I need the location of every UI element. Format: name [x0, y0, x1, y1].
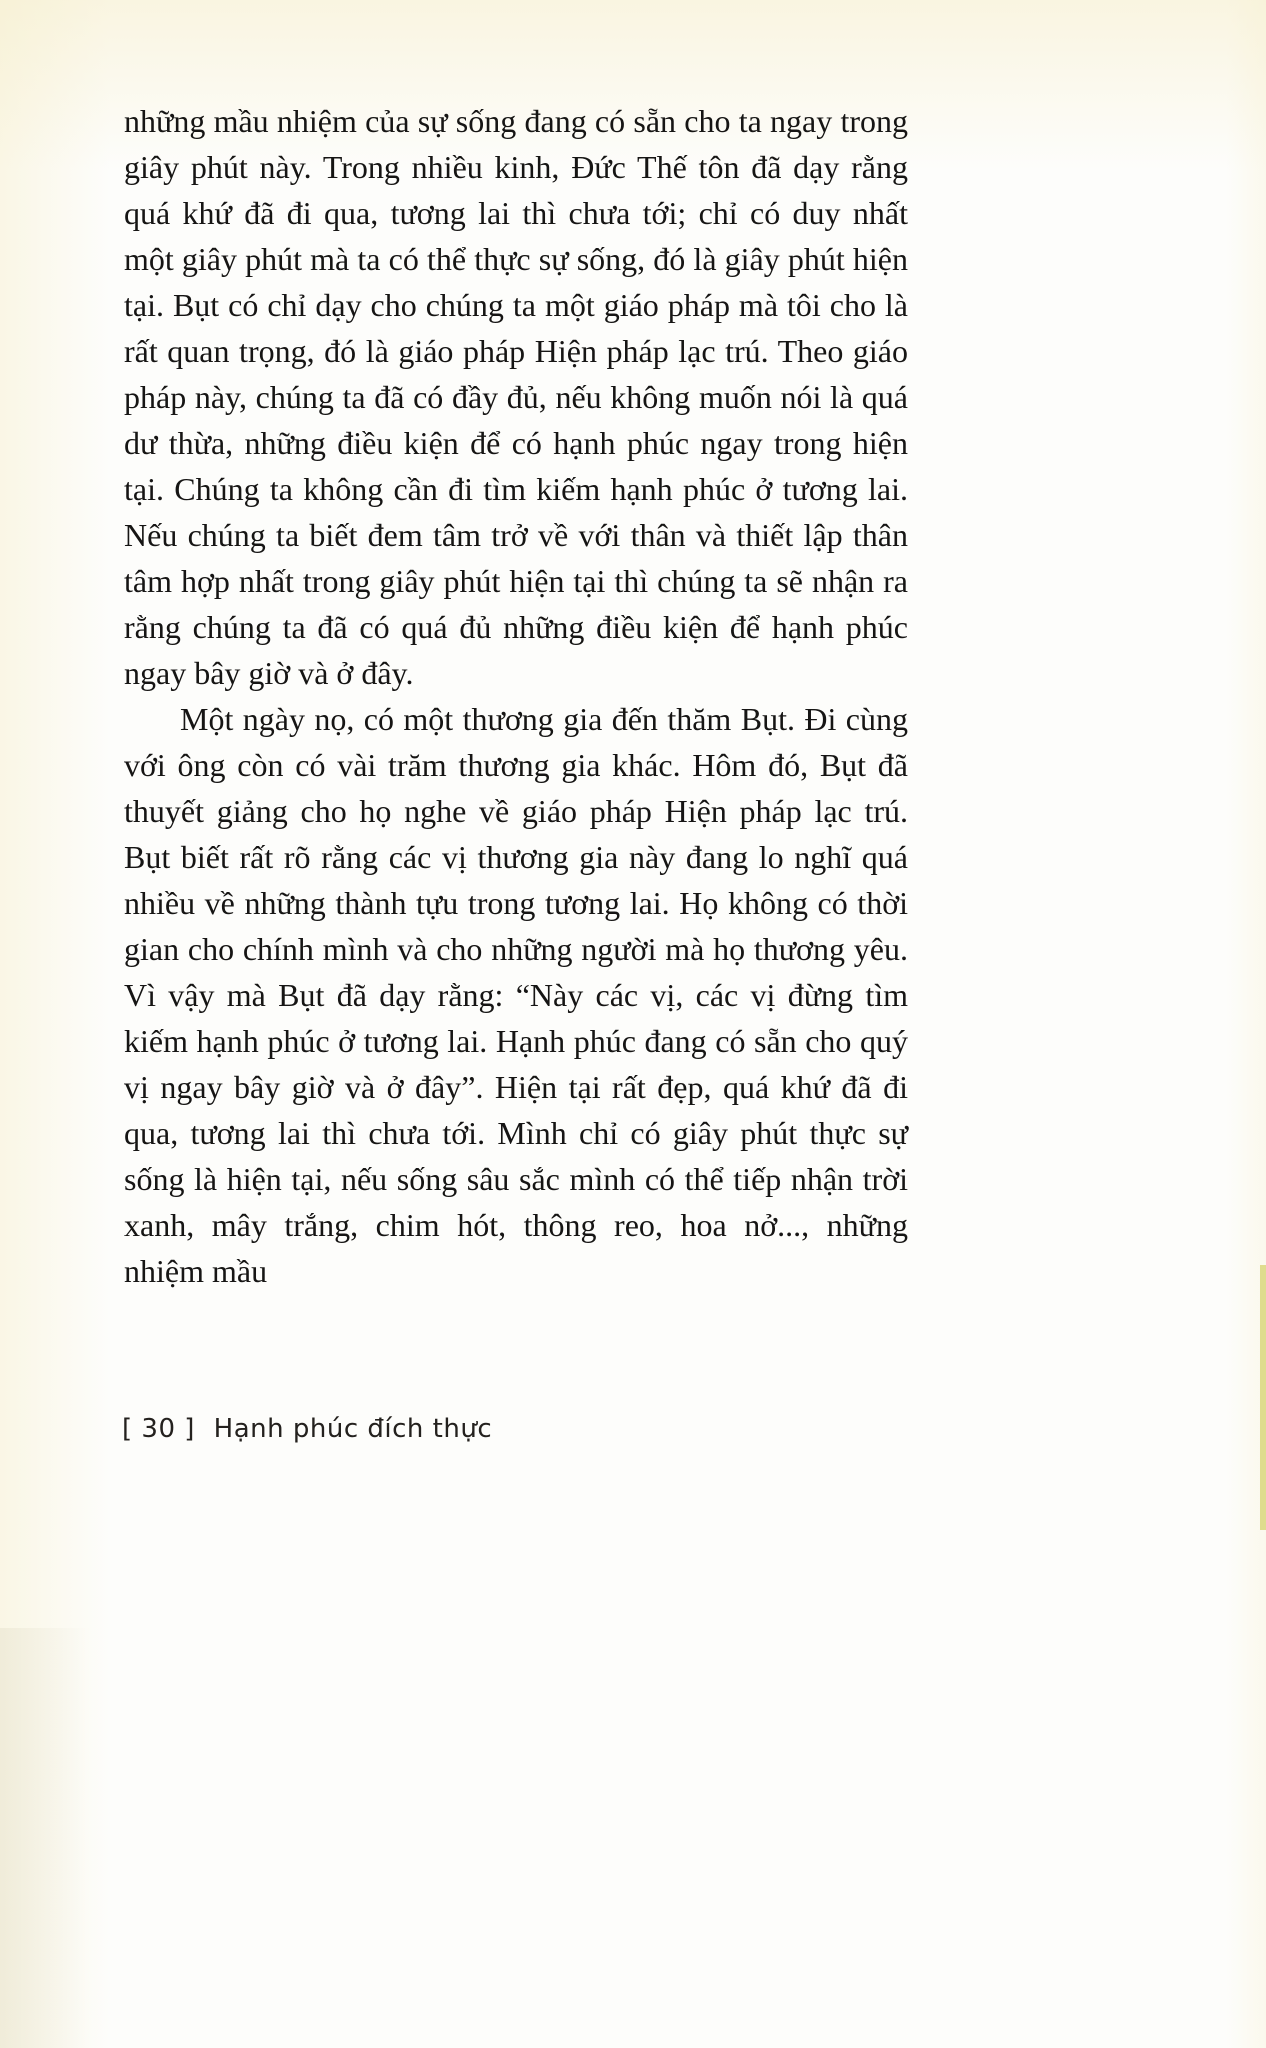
scan-edge-artifact	[1260, 1265, 1266, 1530]
scan-corner-shade	[0, 1628, 90, 2048]
page-number: [ 30 ]	[122, 1414, 195, 1444]
paragraph-continuation: những mầu nhiệm của sự sống đang có sẵn cho ta ngay trong giây phút này. Trong nhiều kinh, Đức Thế tôn đã dạy rằng quá khứ đã đi qua, tương lai thì chưa tới; chỉ có duy nhất một giây phút mà ta có thể thực sự sống, đó là giây phút hiện tại. Bụt có chỉ dạy cho chúng ta một giáo pháp mà tôi cho là rất quan trọng, đó là giáo pháp Hiện pháp lạc trú. Theo giáo pháp này, chúng ta đã có đầy đủ, nếu không muốn nói là quá dư thừa, những điều kiện để có hạnh phúc ngay trong hiện tại. Chúng ta không cần đi tìm kiếm hạnh phúc ở tương lai. Nếu chúng ta biết đem tâm trở về với thân và thiết lập thân tâm hợp nhất trong giây phút hiện tại thì chúng ta sẽ nhận ra rằng chúng ta đã có quá đủ những điều kiện để hạnh phúc ngay bây giờ và ở đây.	[124, 103, 908, 691]
page-footer	[122, 1414, 492, 1444]
paragraph: Một ngày nọ, có một thương gia đến thăm Bụt. Đi cùng với ông còn có vài trăm thương gia khác. Hôm đó, Bụt đã thuyết giảng cho họ nghe về giáo pháp Hiện pháp lạc trú. Bụt biết rất rõ rằng các vị thương gia này đang lo nghĩ quá nhiều về những thành tựu trong tương lai. Họ không có thời gian cho chính mình và cho những người mà họ thương yêu. Vì vậy mà Bụt đã dạy rằng: “Này các vị, các vị đừng tìm kiếm hạnh phúc ở tương lai. Hạnh phúc đang có sẵn cho quý vị ngay bây giờ và ở đây”. Hiện tại rất đẹp, quá khứ đã đi qua, tương lai thì chưa tới. Mình chỉ có giây phút thực sự sống là hiện tại, nếu sống sâu sắc mình có thể tiếp nhận trời xanh, mây trắng, chim hót, thông reo, hoa nở..., những nhiệm mầu	[124, 701, 908, 1289]
body-text	[124, 98, 908, 1294]
book-title: Hạnh phúc đích thực	[213, 1414, 493, 1444]
